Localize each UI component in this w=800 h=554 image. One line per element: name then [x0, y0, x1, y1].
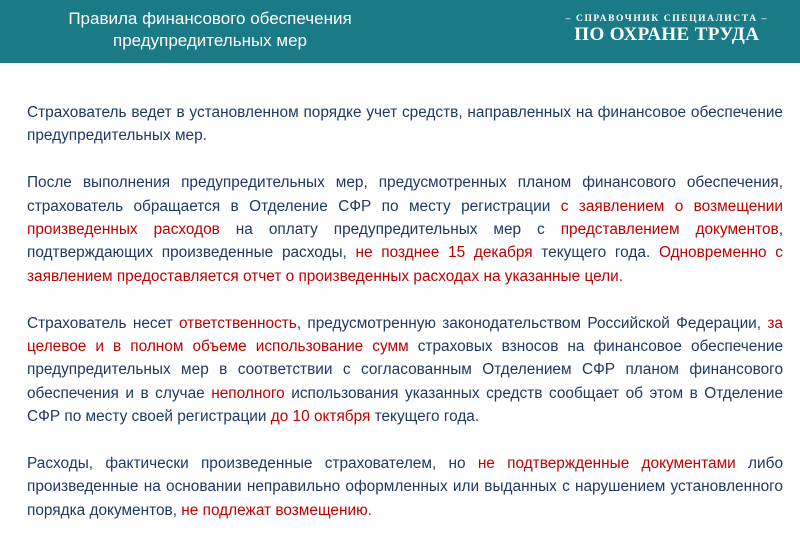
paragraph-3-text: страховых взносов на финансовое обеспечение предупредительных мер в соответствии с согласованным Отделением СФР планом финансового обеспечения и в случае: [27, 338, 784, 402]
page-title: [0, 8, 420, 52]
page-title-line-2: предупредительных мер: [112, 31, 307, 50]
paragraph-3-highlight: ответственность: [179, 314, 297, 332]
paragraph-1-text: Страхователь ведет в установленном порядке учет средств, направленных на финансовое обеспечение предупредительных мер.: [27, 104, 783, 145]
page-title-line-1: Правила финансового обеспечения: [68, 9, 352, 28]
paragraph-2-text: После выполнения предупредительных мер, предусмотренных планом финансового обеспечения, страхователь обращается в Отделение СФР по месту регистрации: [27, 174, 783, 215]
brand-name: ПО ОХРАНЕ ТРУДА: [574, 24, 760, 45]
paragraph-2-text: на оплату предупредительных мер с: [219, 221, 561, 239]
paragraph-3-highlight: за целевое и в полном объеме использование сумм: [27, 314, 783, 356]
brand-logo: [566, 14, 768, 46]
header-bar: [0, 0, 800, 63]
paragraph-3-text: текущего года.: [370, 408, 480, 426]
paragraph-2: [27, 171, 783, 288]
paragraph-2-text: , подтверждающих произведенные расходы,: [27, 221, 783, 262]
paragraph-4-highlight: не подтвержденные документами: [477, 455, 736, 473]
paragraph-4: [27, 452, 783, 522]
paragraph-3: [27, 312, 783, 429]
paragraph-3-text: , предусмотренную законодательством Российской Федерации,: [296, 314, 768, 332]
paragraph-2-highlight: Одновременно с заявлением предоставляется отчет о произведенных расходах на указанные цели.: [27, 244, 784, 285]
paragraph-3-text: использования указанных средств сообщает об этом в Отделение СФР по месту своей регистрации: [27, 384, 783, 426]
paragraph-1: [27, 101, 783, 148]
paragraph-3-highlight: неполного: [211, 384, 285, 402]
paragraph-2-highlight: представлением документов: [560, 221, 779, 239]
paragraph-4-text: Расходы, фактически произведенные страхователем, но: [27, 455, 478, 473]
paragraph-3-highlight: до 10 октября: [270, 408, 371, 426]
paragraph-3-text: Страхователь несет: [27, 314, 179, 332]
paragraph-2-highlight: не позднее 15 декабря: [355, 244, 533, 262]
paragraph-4-highlight: не подлежат возмещению.: [181, 501, 372, 519]
paragraph-2-highlight: с заявлением о возмещении произведенных расходов: [27, 197, 783, 239]
document-body: [27, 101, 783, 546]
paragraph-4-text: либо произведенные на основании неправильно оформленных или выданных с нарушением установленного порядка документов,: [27, 455, 784, 519]
paragraph-2-text: текущего года.: [532, 244, 659, 262]
brand-subtitle: – СПРАВОЧНИК СПЕЦИАЛИСТА –: [565, 14, 768, 24]
